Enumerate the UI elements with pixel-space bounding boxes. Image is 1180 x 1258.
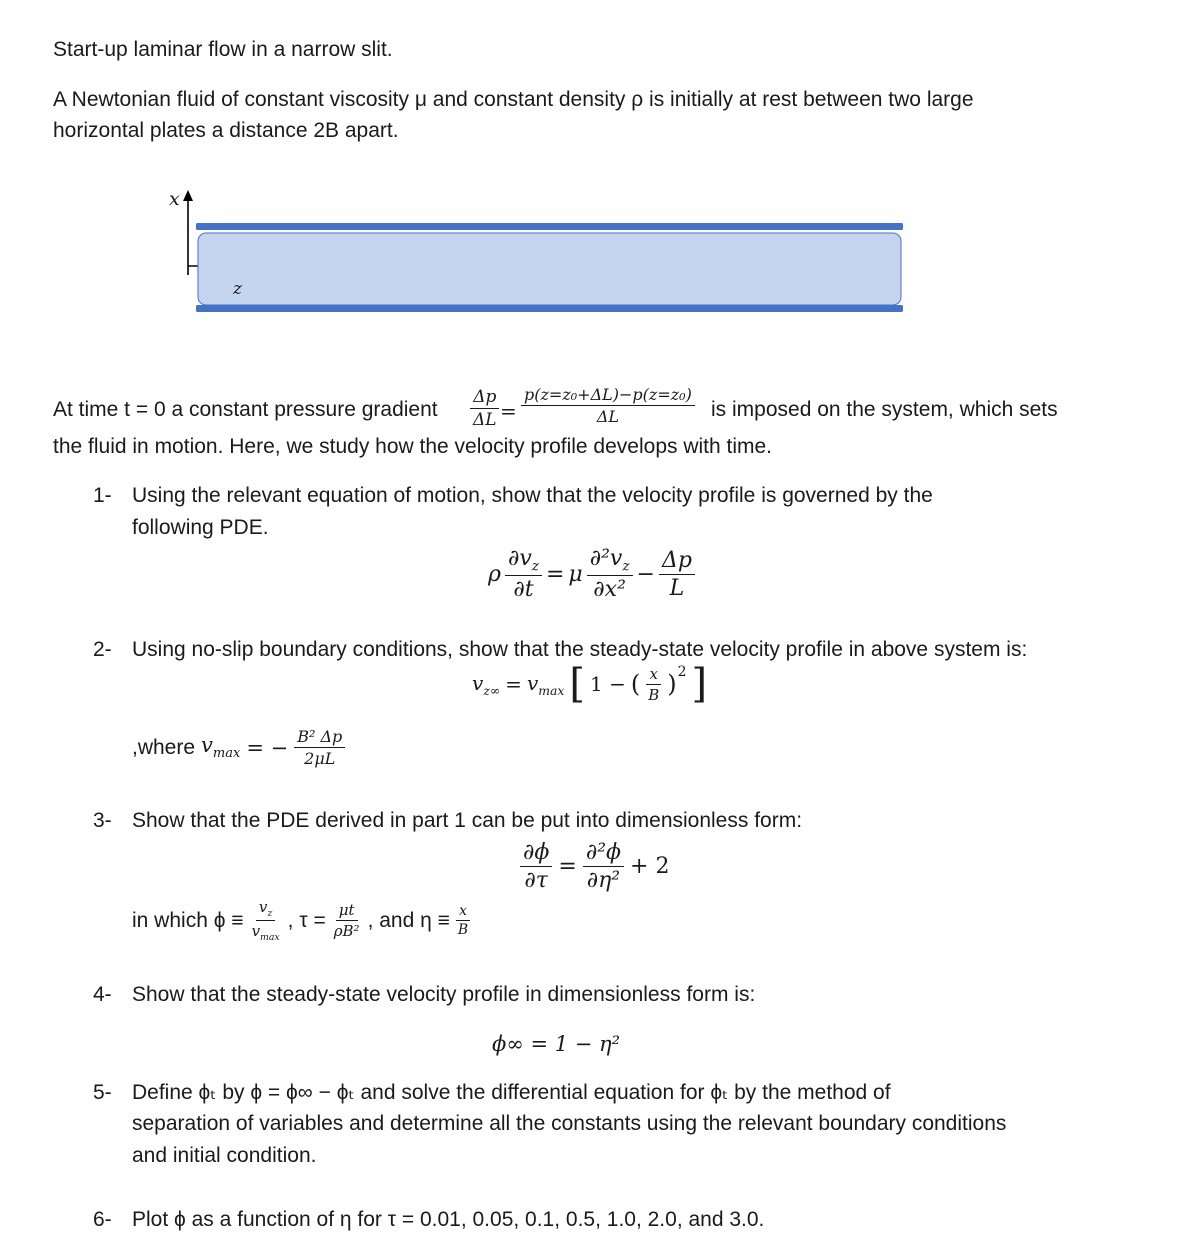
title: Start-up laminar flow in a narrow slit.: [53, 38, 393, 61]
gradient-equals: =: [500, 399, 517, 423]
item-1-line-2: following PDE.: [132, 516, 269, 539]
left-bracket: [: [569, 661, 585, 707]
item-5-line-2: separation of variables and determine all the constants using the relevant boundary conditions: [132, 1112, 1007, 1135]
fluid-region: [198, 233, 901, 305]
dimensionless-variables: in which ϕ ≡ $\frac{v_z}{v_{max}}$ , τ = $\frac{\mu t}{\text{ρB²}}$ , and η ≡ $\frac{x}{B}$: [132, 898, 469, 943]
z-axis-label: z: [233, 279, 242, 299]
gradient-fraction-1: $\frac{\Delta p}{\Delta L}$: [470, 387, 500, 430]
item-1-line-1: Using the relevant equation of motion, show that the velocity profile is governed by the: [132, 484, 933, 507]
slit-diagram: [160, 180, 920, 325]
item-4-number: 4-: [93, 983, 112, 1006]
item-1-number: 1-: [93, 484, 112, 507]
pde-equation: ρ $\frac{\partial v_z}{\partial t}$ = μ $\frac{\partial^2v_z}{\text{∂x²}}$ − $\frac{\Delta p}{L}$: [488, 546, 695, 602]
item-6-number: 6-: [93, 1208, 112, 1231]
bottom-plate: [196, 305, 903, 312]
vmax-definition: ,where $v_{max}$ = − $\frac{\text{B² Δp}}{2\mu L}$: [132, 727, 345, 768]
item-5-line-1: Define ϕₜ by ϕ = ϕ∞ − ϕₜ and solve the differential equation for ϕₜ by the method of: [132, 1081, 891, 1104]
top-plate: [196, 223, 903, 230]
intro-line-1: A Newtonian fluid of constant viscosity μ and constant density ρ is initially at rest between two large: [53, 88, 974, 111]
right-bracket: ]: [691, 661, 708, 707]
item-3-line-1: Show that the PDE derived in part 1 can be put into dimensionless form:: [132, 809, 803, 832]
paragraph-line-1-pre: At time t = 0 a constant pressure gradient: [53, 398, 438, 421]
steady-state-dimensionless: ϕ∞ = 1 − η²: [492, 1032, 621, 1056]
item-4-line-1: Show that the steady-state velocity profile in dimensionless form is:: [132, 983, 756, 1006]
item-6-line-1: Plot ϕ as a function of η for τ = 0.01, 0.05, 0.1, 0.5, 1.0, 2.0, and 3.0.: [132, 1208, 765, 1231]
intro-line-2: horizontal plates a distance 2B apart.: [53, 119, 399, 142]
x-axis-label: x: [169, 188, 180, 210]
item-3-number: 3-: [93, 809, 112, 832]
item-2-number: 2-: [93, 638, 112, 661]
paragraph-line-2: the fluid in motion. Here, we study how the velocity profile develops with time.: [53, 435, 773, 458]
gradient-fraction-2: $\frac{\text{p(z=z₀+ΔL)−p(z=z₀)}}{\Delta L}$: [521, 385, 695, 426]
item-2-line-1: Using no-slip boundary conditions, show that the steady-state velocity profile in above system is:: [132, 638, 1028, 661]
item-5-number: 5-: [93, 1081, 112, 1104]
item-5-line-3: and initial condition.: [132, 1144, 317, 1167]
x-axis-arrow: [183, 190, 193, 201]
dimensionless-pde: $\frac{\partial\phi}{\partial\tau}$ = $\frac{\text{∂²ϕ}}{\text{∂η²}}$ + 2: [520, 840, 669, 893]
steady-state-equation: $v_{z\infty}$ = $v_{max}$ [ 1 − ( $\frac{x}{B}$ ) $^2$ ]: [472, 661, 708, 707]
paragraph-line-1-post: is imposed on the system, which sets: [711, 398, 1058, 421]
